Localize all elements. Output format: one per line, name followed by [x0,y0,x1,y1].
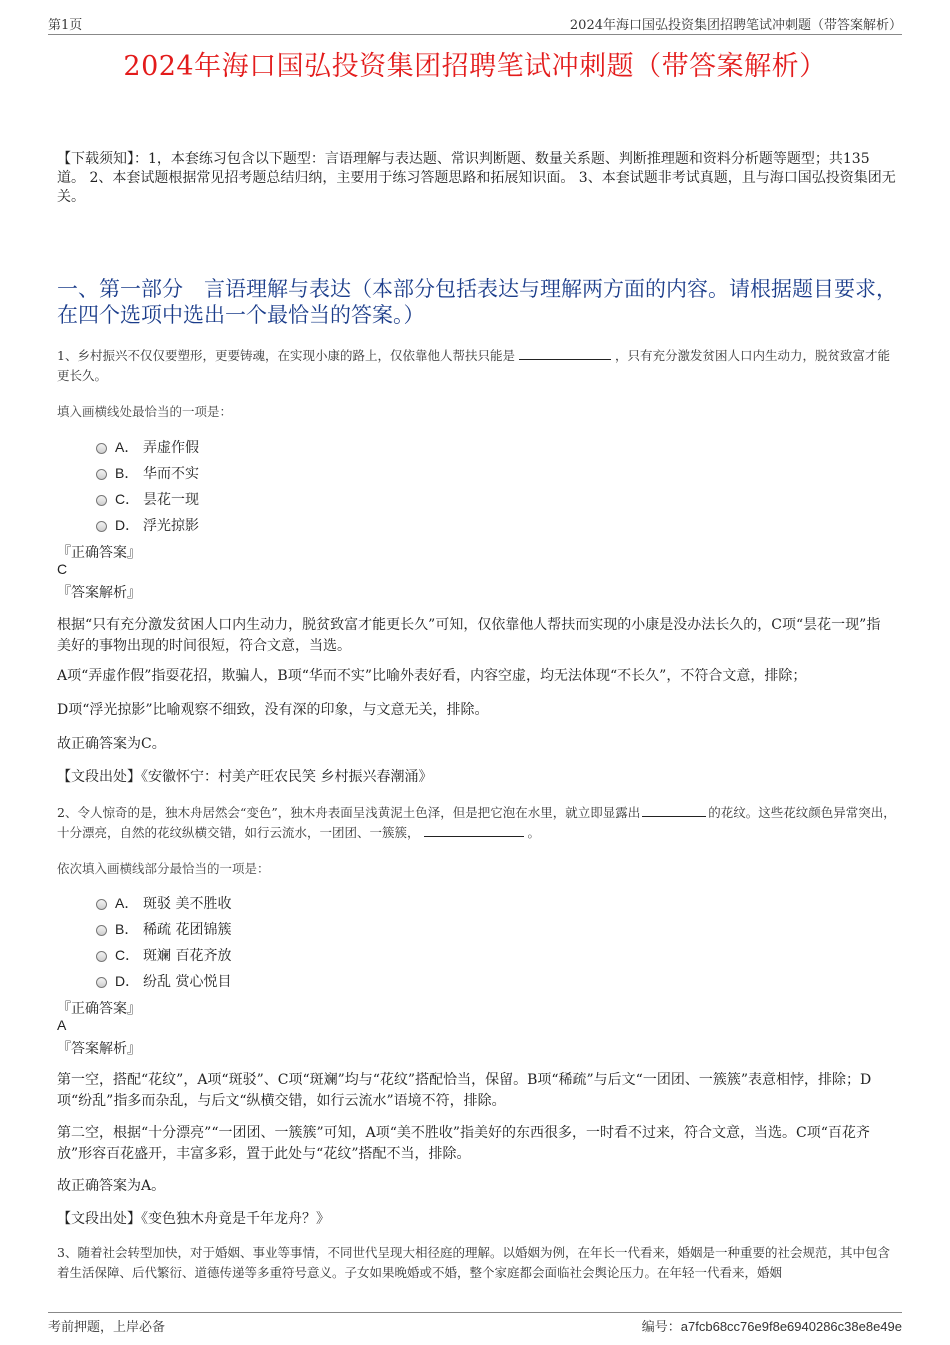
question-1-analysis-3: D项“浮光掠影”比喻观察不细致，没有深的印象，与文意无关，排除。 [57,702,489,718]
question-2-prompt: 依次填入画横线部分最恰当的一项是： [57,861,270,876]
page-header [48,14,902,35]
page-footer [48,1312,902,1336]
question-2-option-b[interactable]: B． 稀疏 花团锦簇 [96,919,231,939]
download-notice: 【下载须知】：1，本套练习包含以下题型：言语理解与表达题、常识判断题、数量关系题、判断推理题和资料分析题等题型；共135道。 2、本套试题根据常见招考题总结归纳，主要用于练习答题思路和拓展知识面。 3、本套试题非考试真题，且与海口国弘投资集团无关。 [57,151,896,205]
page-number: 第1页 [48,18,83,33]
radio-icon[interactable] [96,899,107,910]
radio-icon[interactable] [96,951,107,962]
answer-blank [424,824,524,837]
question-2-source: 【文段出处】《变色独木舟竟是千年龙舟？》 [57,1211,330,1227]
question-2-stem-part-b: 的花纹。这些花纹颜色异常突出，十分漂亮，自然的花纹纵横交错，如行云流水，一团团、一簇簇， [57,805,896,840]
question-2-option-c[interactable]: C． 斑斓 百花齐放 [96,945,231,965]
section-heading: 一、第一部分 言语理解与表达（本部分包括表达与理解两方面的内容。请根据题目要求，在四个选项中选出一个最恰当的答案。） [57,277,897,327]
question-1-option-a[interactable]: A． 弄虚作假 [96,437,199,457]
footer-code [642,1316,902,1335]
radio-icon[interactable] [96,521,107,532]
question-2-option-a[interactable]: A． 斑驳 美不胜收 [96,893,231,913]
question-1-analysis-4: 故正确答案为C。 [57,736,166,752]
question-1-analysis-1: 根据“只有充分激发贫困人口内生动力，脱贫致富才能更长久”可知，仅依靠他人帮扶而实现的小康是没办法长久的，C项“昙花一现”指美好的事物出现的时间很短，符合文意，当选。 [57,617,881,654]
question-2-answer: A [57,1017,67,1033]
correct-answer-label: 『正确答案』 [57,545,141,561]
question-2-stem-part-a: 2、令人惊奇的是，独木舟居然会“变色”，独木舟表面呈浅黄泥土色泽，但是把它泡在水里，就立即显露出 [57,805,641,820]
footer-code-value: a7fcb68cc76e9f8e6940286c38e8e49e [680,1319,902,1334]
header-doc-title: 2024年海口国弘投资集团招聘笔试冲刺题（带答案解析） [569,18,902,33]
question-1-stem-part-a: 1、乡村振兴不仅仅要塑形，更要铸魂，在实现小康的路上，仅依靠他人帮扶只能是 [57,348,515,363]
question-1-option-b[interactable]: B． 华而不实 [96,463,199,483]
answer-blank [519,347,611,360]
question-2-analysis-2: 第二空，根据“十分漂亮”“一团团、一簇簇”可知，A项“美不胜收”指美好的东西很多，一时看不过来，符合文意，当选。C项“百花齐放”形容百花盛开，丰富多彩，置于此处与“花纹”搭配不当，排除。 [57,1125,870,1162]
answer-blank [642,804,706,817]
analysis-label: 『答案解析』 [57,1041,141,1057]
radio-icon[interactable] [96,977,107,988]
footer-code-label: 编号： [641,1320,681,1335]
radio-icon[interactable] [96,925,107,936]
question-2-stem-part-c: 。 [527,825,541,840]
question-1-analysis-2: A项“弄虚作假”指耍花招，欺骗人，B项“华而不实”比喻外表好看，内容空虚，均无法体现“不长久”，不符合文意，排除； [57,668,807,684]
question-3-stem: 3、随着社会转型加快，对于婚姻、事业等事情，不同世代呈现大相径庭的理解。以婚姻为例，在年长一代看来，婚姻是一种重要的社会规范，其中包含着生活保障、后代繁衍、道德传递等多重符号意义。子女如果晚婚或不婚，整个家庭都会面临社会舆论压力。在年轻一代看来，婚姻 [57,1245,890,1280]
question-1-stem-part-b: ，只有充分激发贫困人口内生动力，脱贫致富才能更长久。 [57,348,890,383]
radio-icon[interactable] [96,443,107,454]
question-1-source: 【文段出处】《安徽怀宁：村美产旺农民笑 乡村振兴春潮涌》 [57,769,433,785]
question-1-prompt: 填入画横线处最恰当的一项是： [57,404,233,419]
footer-slogan: 考前押题，上岸必备 [48,1320,166,1335]
analysis-label: 『答案解析』 [57,585,141,601]
document-title: 2024年海口国弘投资集团招聘笔试冲刺题（带答案解析） [123,51,827,82]
radio-icon[interactable] [96,469,107,480]
question-1-stem [57,346,902,386]
question-2-option-d[interactable]: D． 纷乱 赏心悦目 [96,971,231,991]
question-1-option-d[interactable]: D． 浮光掠影 [96,515,199,535]
correct-answer-label: 『正确答案』 [57,1001,141,1017]
question-2-stem [57,803,902,843]
question-1-answer: C [57,561,68,577]
question-2-analysis-3: 故正确答案为A。 [57,1178,166,1194]
radio-icon[interactable] [96,495,107,506]
question-1-option-c[interactable]: C． 昙花一现 [96,489,199,509]
question-2-analysis-1: 第一空，搭配“花纹”，A项“斑驳”、C项“斑斓”均与“花纹”搭配恰当，保留。B项“稀疏”与后文“一团团、一簇簇”表意相悖，排除；D项“纷乱”指多而杂乱，与后文“纵横交错，如行云流水”语境不符，排除。 [57,1072,872,1109]
